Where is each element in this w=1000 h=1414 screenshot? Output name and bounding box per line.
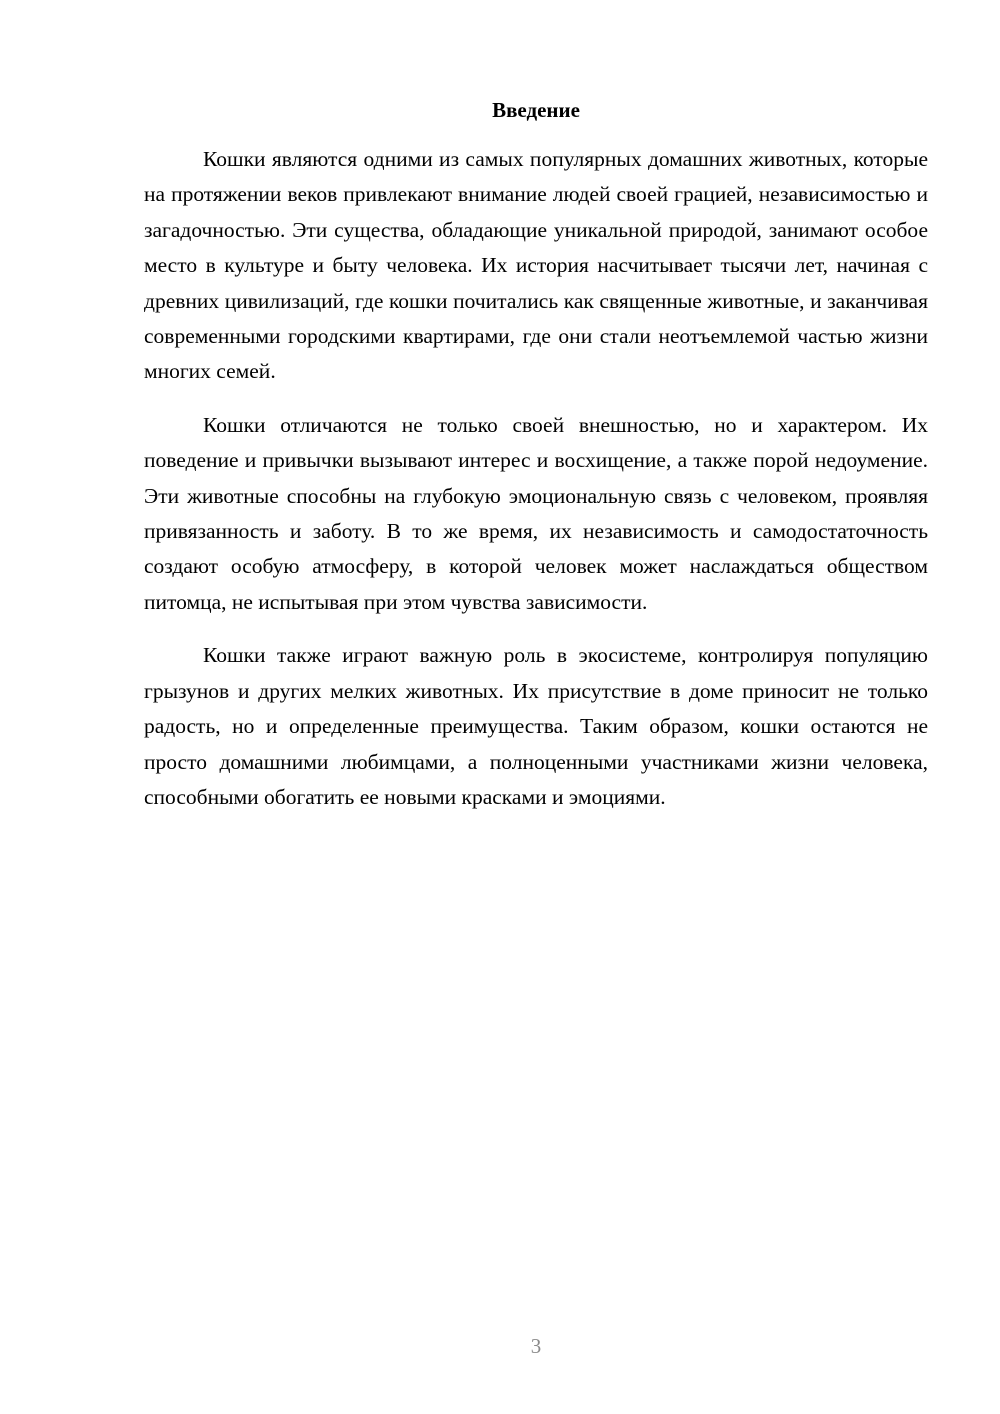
paragraph-2: Кошки отличаются не только своей внешностью, но и характером. Их поведение и привычки вызывают интерес и восхищение, а также порой недоумение. Эти животные способны на глубокую эмоциональную связь с человеком, проявляя привязанность и заботу. В то же время, их независимость и самодостаточность создают особую атмосферу, в которой человек может наслаждаться обществом питомца, не испытывая при этом чувства зависимости. <box>144 412 928 614</box>
body-text <box>144 142 928 833</box>
page-number: 3 <box>530 1334 542 1358</box>
paragraph-3: Кошки также играют важную роль в экосистеме, контролируя популяцию грызунов и других мелких животных. Их присутствие в доме приносит не только радость, но и определенные преимущества. Таким образом, кошки остаются не просто домашними любимцами, а полноценными участниками жизни человека, способными обогатить ее новыми красками и эмоциями. <box>144 643 928 809</box>
section-heading: Введение <box>492 98 580 122</box>
paragraph-1: Кошки являются одними из самых популярных домашних животных, которые на протяжении веков привлекают внимание людей своей грацией, независимостью и загадочностью. Эти существа, обладающие уникальной природой, занимают особое место в культуре и быту человека. Их история насчитывает тысячи лет, начиная с древних цивилизаций, где кошки почитались как священные животные, и заканчивая современными городскими квартирами, где они стали неотъемлемой частью жизни многих семей. <box>144 147 928 384</box>
